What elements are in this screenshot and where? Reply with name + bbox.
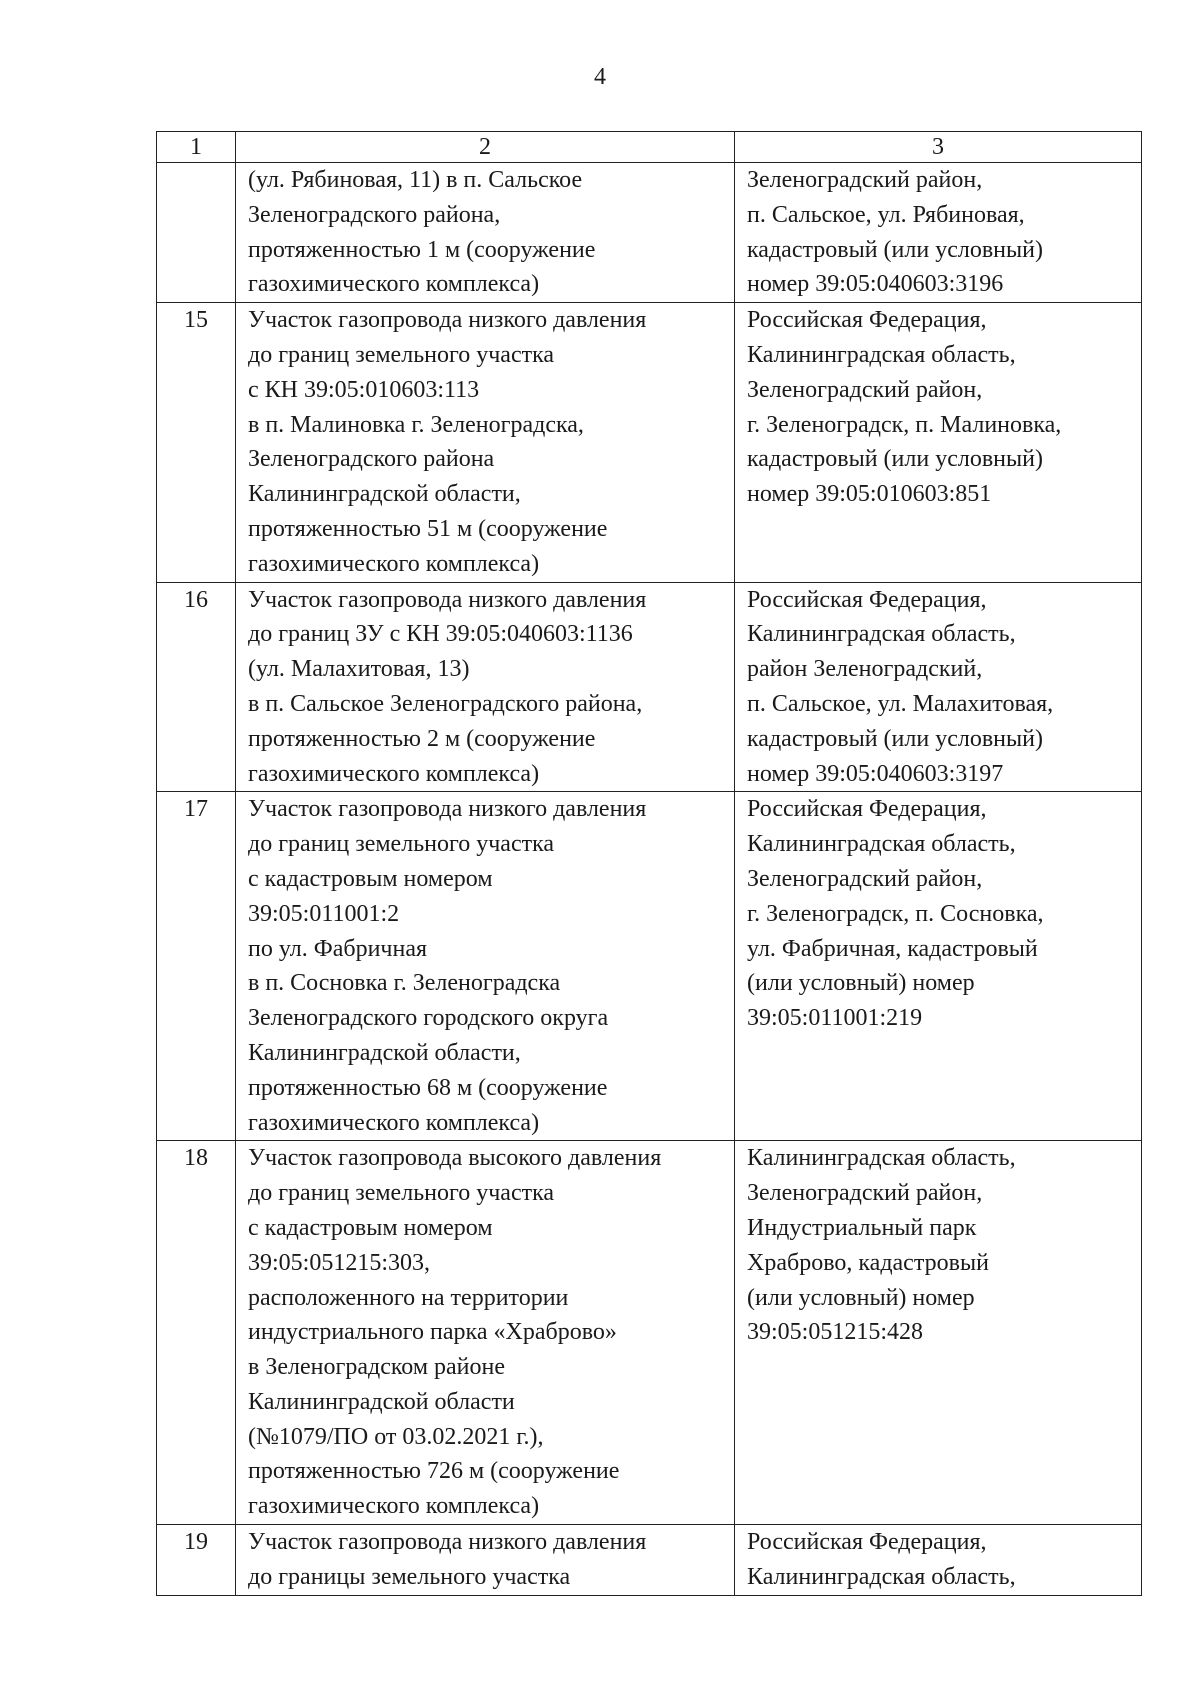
description-line: газохимического комплекса) [248, 1493, 540, 1520]
object-address-cell [735, 1525, 1142, 1596]
address-line: район Зеленоградский, [747, 656, 983, 683]
description-line: в п. Малиновка г. Зеленоградска, [248, 411, 584, 438]
description-line: с кадастровым номером [248, 865, 493, 892]
description-line: протяженностью 68 м (сооружение [248, 1074, 608, 1101]
address-line: кадастровый (или условный) [747, 725, 1043, 752]
description-line: протяженностью 2 м (сооружение [248, 725, 596, 752]
table-row [157, 582, 1142, 792]
description-line: Участок газопровода высокого давления [248, 1145, 662, 1172]
description-line: индустриального парка «Храброво» [248, 1319, 617, 1346]
table-header-row [157, 132, 1142, 163]
row-number [157, 163, 236, 303]
address-line: п. Сальское, ул. Рябиновая, [747, 201, 1025, 228]
address-line: Зеленоградский район, [747, 1180, 983, 1207]
address-line: п. Сальское, ул. Малахитовая, [747, 690, 1054, 717]
address-line: номер 39:05:040603:3197 [747, 760, 1004, 787]
address-line: г. Зеленоградск, п. Малиновка, [747, 411, 1062, 438]
table-row [157, 163, 1142, 303]
address-line: (или условный) номер [747, 1284, 975, 1311]
description-line: расположенного на территории [248, 1284, 569, 1311]
address-line: 39:05:011001:219 [747, 1005, 923, 1032]
address-line: Калининградская область, [747, 341, 1016, 368]
address-line: Храброво, кадастровый [747, 1249, 989, 1276]
object-description-cell [236, 1525, 735, 1596]
address-line: ул. Фабричная, кадастровый [747, 935, 1038, 962]
object-description-cell [236, 582, 735, 792]
address-line: номер 39:05:010603:851 [747, 481, 992, 508]
description-line: протяженностью 726 м (сооружение [248, 1458, 620, 1485]
page-number: 4 [594, 64, 606, 90]
address-line: Калининградская область, [747, 831, 1016, 858]
address-line: Калининградская область, [747, 1563, 1016, 1590]
description-line: до границ земельного участка [248, 1180, 555, 1207]
description-line: 39:05:051215:303, [248, 1249, 431, 1276]
object-address-cell [735, 582, 1142, 792]
registry-table [156, 131, 1142, 1596]
description-line: до границ ЗУ с КН 39:05:040603:1136 [248, 621, 633, 648]
address-line: Калининградская область, [747, 621, 1016, 648]
description-line: Участок газопровода низкого давления [248, 1529, 647, 1556]
address-line: Зеленоградский район, [747, 865, 983, 892]
description-line: газохимического комплекса) [248, 1109, 540, 1136]
description-line: до границ земельного участка [248, 831, 555, 858]
description-line: Участок газопровода низкого давления [248, 586, 647, 613]
description-line: Калининградской области, [248, 1039, 521, 1066]
address-line: Зеленоградский район, [747, 376, 983, 403]
object-description-cell [236, 792, 735, 1141]
description-line: Зеленоградского городского округа [248, 1005, 609, 1032]
address-line: кадастровый (или условный) [747, 236, 1043, 263]
row-number: 19 [157, 1525, 236, 1596]
table-row [157, 1141, 1142, 1525]
address-line: Российская Федерация, [747, 307, 987, 334]
table-body [157, 132, 1142, 1596]
table-row [157, 1525, 1142, 1596]
object-address-cell [735, 1141, 1142, 1525]
address-line: г. Зеленоградск, п. Сосновка, [747, 900, 1044, 927]
row-number: 18 [157, 1141, 236, 1525]
description-line: Зеленоградского района, [248, 201, 501, 228]
address-line: 39:05:051215:428 [747, 1319, 924, 1346]
description-line: газохимического комплекса) [248, 550, 540, 577]
description-line: в п. Сальское Зеленоградского района, [248, 690, 643, 717]
description-line: Участок газопровода низкого давления [248, 307, 647, 334]
object-address-cell [735, 792, 1142, 1141]
column-header-description: 2 [236, 132, 735, 163]
description-line: протяженностью 1 м (сооружение [248, 236, 596, 263]
address-line: (или условный) номер [747, 970, 975, 997]
address-line: Российская Федерация, [747, 586, 987, 613]
description-line: Калининградской области [248, 1388, 515, 1415]
row-number: 16 [157, 582, 236, 792]
object-description-cell [236, 163, 735, 303]
object-address-cell [735, 163, 1142, 303]
description-line: до границы земельного участка [248, 1563, 571, 1590]
description-line: с КН 39:05:010603:113 [248, 376, 480, 403]
address-line: Калининградская область, [747, 1145, 1016, 1172]
row-number: 15 [157, 303, 236, 582]
description-line: Калининградской области, [248, 481, 521, 508]
object-description-cell [236, 1141, 735, 1525]
address-line: Зеленоградский район, [747, 167, 983, 193]
column-header-number: 1 [157, 132, 236, 163]
description-line: по ул. Фабричная [248, 935, 428, 962]
description-line: в п. Сосновка г. Зеленоградска [248, 970, 561, 997]
address-line: Российская Федерация, [747, 796, 987, 823]
description-line: (№1079/ПО от 03.02.2021 г.), [248, 1423, 544, 1450]
description-line: (ул. Рябиновая, 11) в п. Сальское [248, 167, 583, 193]
description-line: протяженностью 51 м (сооружение [248, 515, 608, 542]
object-description-cell [236, 303, 735, 582]
object-address-cell [735, 303, 1142, 582]
address-line: Российская Федерация, [747, 1529, 987, 1556]
row-number: 17 [157, 792, 236, 1141]
description-line: газохимического комплекса) [248, 271, 540, 298]
description-line: (ул. Малахитовая, 13) [248, 656, 470, 683]
description-line: в Зеленоградском районе [248, 1354, 506, 1381]
description-line: Зеленоградского района [248, 446, 495, 473]
table-row [157, 792, 1142, 1141]
description-line: газохимического комплекса) [248, 760, 540, 787]
description-line: Участок газопровода низкого давления [248, 796, 647, 823]
address-line: Индустриальный парк [747, 1214, 977, 1241]
address-line: кадастровый (или условный) [747, 446, 1043, 473]
table-row [157, 303, 1142, 582]
description-line: 39:05:011001:2 [248, 900, 400, 927]
column-header-address: 3 [735, 132, 1142, 163]
description-line: до границ земельного участка [248, 341, 555, 368]
address-line: номер 39:05:040603:3196 [747, 271, 1004, 298]
description-line: с кадастровым номером [248, 1214, 493, 1241]
